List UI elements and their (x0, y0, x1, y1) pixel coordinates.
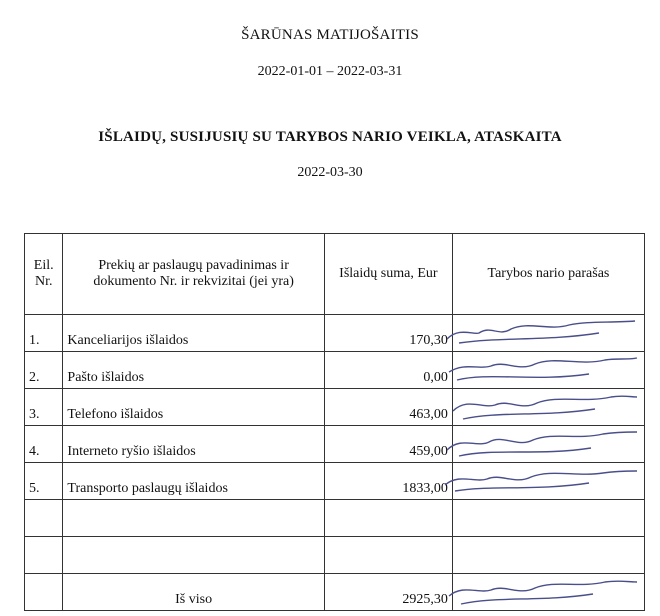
table-row (25, 352, 645, 389)
total-signature (452, 574, 644, 611)
row-signature (452, 352, 644, 389)
total-label: Iš viso (63, 574, 324, 611)
total-sum: 2925,30 (324, 574, 452, 611)
row-name: Pašto išlaidos (63, 352, 324, 389)
header-sum: Išlaidų suma, Eur (324, 234, 452, 315)
empty-row (25, 537, 645, 574)
table-header-row (25, 234, 645, 315)
table-row (25, 426, 645, 463)
row-nr: 1. (25, 315, 63, 352)
row-sum: 1833,00 (324, 463, 452, 500)
report-title: IŠLAIDŲ, SUSIJUSIŲ SU TARYBOS NARIO VEIKLA, ATASKAITA (98, 129, 562, 145)
row-sum: 170,30 (324, 315, 452, 352)
table-row (25, 315, 645, 352)
empty-cell (63, 500, 324, 537)
row-signature (452, 389, 644, 426)
row-nr: 3. (25, 389, 63, 426)
header-name (63, 234, 324, 315)
total-nr-cell (25, 574, 63, 611)
signature-image (439, 426, 639, 460)
empty-cell (25, 500, 63, 537)
header-name-line2: dokumento Nr. ir rekvizitai (jei yra) (93, 274, 294, 289)
report-period: 2022-01-01 – 2022-03-31 (257, 64, 403, 79)
empty-cell (452, 500, 644, 537)
row-name: Transporto paslaugų išlaidos (63, 463, 324, 500)
signature-image (439, 463, 639, 497)
header-nr (25, 234, 63, 315)
person-name: ŠARŪNAS MATIJOŠAITIS (241, 27, 419, 43)
header-nr-line2: Nr. (34, 274, 53, 289)
empty-cell (324, 500, 452, 537)
row-sum: 459,00 (324, 426, 452, 463)
row-nr: 4. (25, 426, 63, 463)
expense-table (24, 233, 645, 611)
empty-row (25, 500, 645, 537)
empty-cell (25, 537, 63, 574)
row-signature (452, 463, 644, 500)
total-row (25, 574, 645, 611)
signature-image (439, 352, 639, 386)
report-date: 2022-03-30 (297, 165, 363, 180)
row-nr: 5. (25, 463, 63, 500)
row-sum: 463,00 (324, 389, 452, 426)
row-name: Telefono išlaidos (63, 389, 324, 426)
row-signature (452, 315, 644, 352)
header-signature: Tarybos nario parašas (452, 234, 644, 315)
row-name: Interneto ryšio išlaidos (63, 426, 324, 463)
signature-image (439, 389, 639, 423)
row-sum: 0,00 (324, 352, 452, 389)
header-name-line1: Prekių ar paslaugų pavadinimas ir (98, 258, 289, 273)
signature-image (439, 574, 639, 608)
header-nr-line1: Eil. (33, 258, 54, 273)
table-row (25, 463, 645, 500)
row-nr: 2. (25, 352, 63, 389)
signature-image (439, 315, 639, 349)
row-name: Kanceliarijos išlaidos (63, 315, 324, 352)
empty-cell (63, 537, 324, 574)
empty-cell (324, 537, 452, 574)
table-row (25, 389, 645, 426)
row-signature (452, 426, 644, 463)
empty-cell (452, 537, 644, 574)
